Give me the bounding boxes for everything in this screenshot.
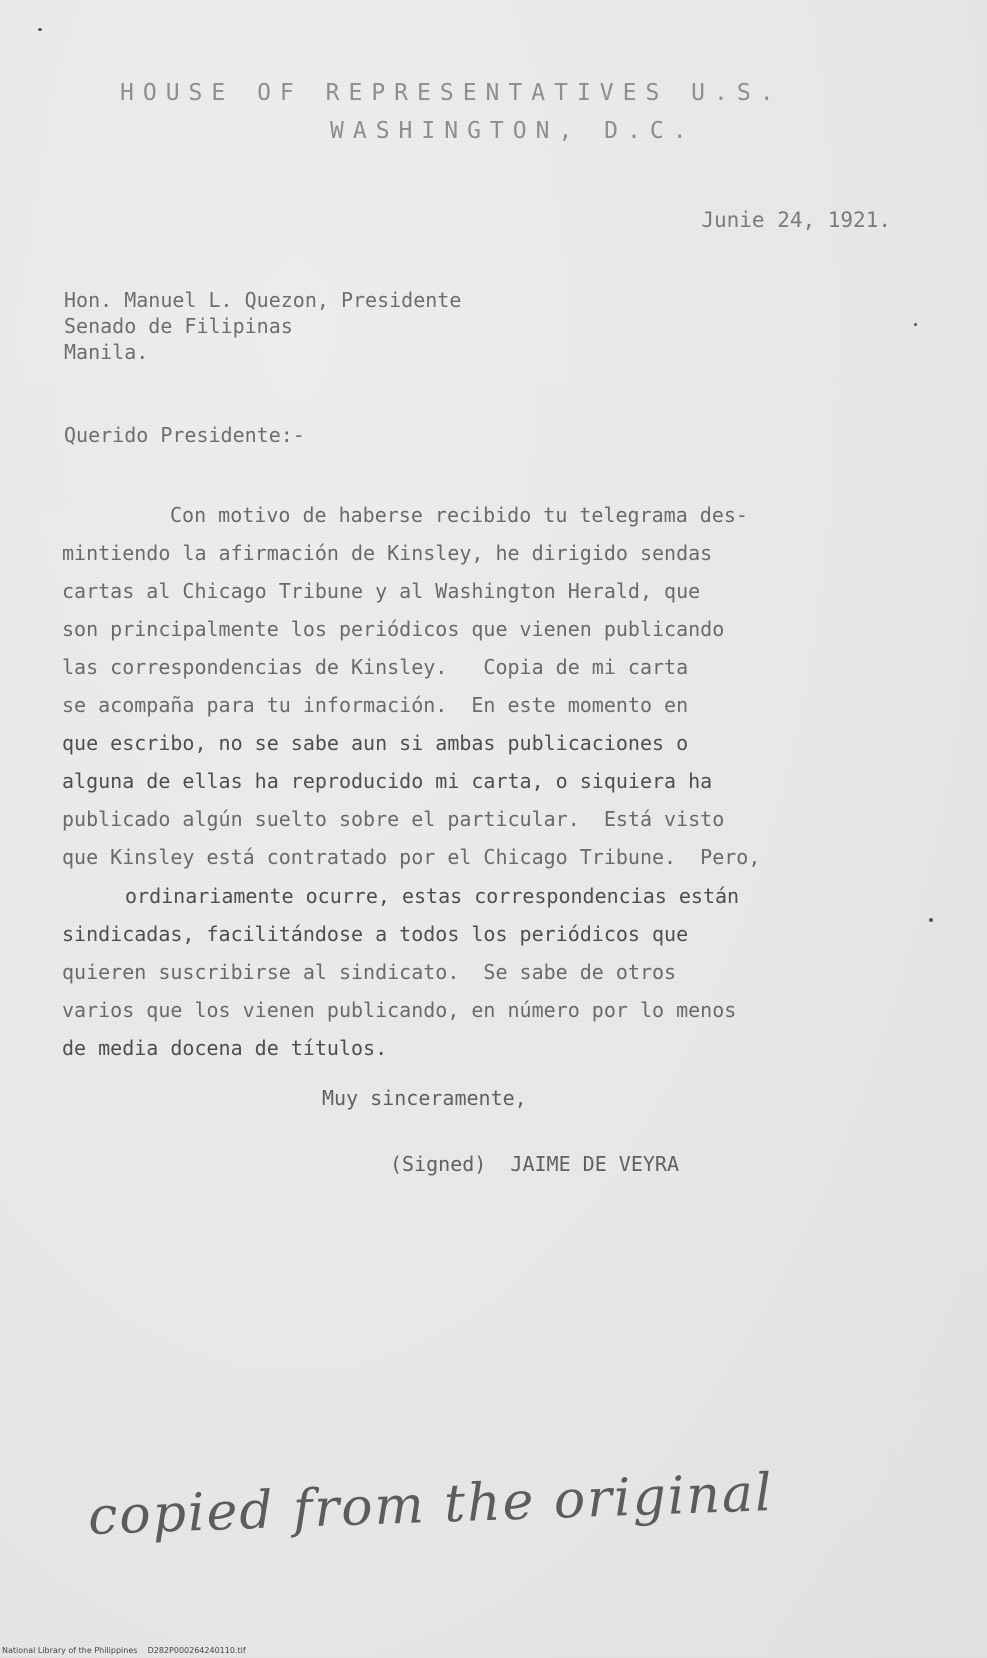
- body-line: varios que los vienen publicando, en número por lo menos: [62, 998, 737, 1022]
- body-line: que escribo, no se sabe aun si ambas publicaciones o: [62, 731, 689, 755]
- archive-footer: National Library of the Philippines D282P000264240110.tif: [2, 1646, 246, 1655]
- body-line: cartas al Chicago Tribune y al Washington Herald, que: [62, 579, 701, 603]
- body-line: quieren suscribirse al sindicato. Se sabe de otros: [62, 960, 677, 984]
- signature: (Signed) JAIME DE VEYRA: [390, 1152, 679, 1176]
- body-line: ordinariamente ocurre, estas correspondencias están: [125, 884, 740, 908]
- paper-speck: [38, 28, 42, 31]
- body-line: alguna de ellas ha reproducido mi carta, o siquiera ha: [62, 769, 713, 793]
- body-line: son principalmente los periódicos que vienen publicando: [62, 617, 725, 641]
- salutation: Querido Presidente:-: [64, 423, 305, 447]
- body-line: de media docena de títulos.: [62, 1036, 388, 1060]
- recipient-name: Hon. Manuel L. Quezon, Presidente: [64, 288, 462, 312]
- body-line: que Kinsley está contratado por el Chicago Tribune. Pero,: [62, 845, 761, 869]
- handwritten-note: copied from the original: [87, 1463, 775, 1547]
- recipient-institution: Senado de Filipinas: [64, 314, 293, 338]
- letterhead-line-2: WASHINGTON, D.C.: [330, 118, 696, 144]
- body-line: se acompaña para tu información. En este momento en: [62, 693, 689, 717]
- paper-speck: [914, 323, 917, 326]
- body-line: sindicadas, facilitándose a todos los periódicos que: [62, 922, 689, 946]
- letterhead-line-1: HOUSE OF REPRESENTATIVES U.S.: [120, 80, 783, 106]
- letter-date: Junie 24, 1921.: [701, 208, 891, 232]
- paper-speck: [929, 918, 933, 922]
- recipient-city: Manila.: [64, 340, 149, 364]
- body-line: las correspondencias de Kinsley. Copia de mi carta: [62, 655, 689, 679]
- closing: Muy sinceramente,: [322, 1086, 527, 1110]
- body-line: Con motivo de haberse recibido tu telegrama des-: [170, 503, 748, 527]
- body-line: publicado algún suelto sobre el particular. Está visto: [62, 807, 725, 831]
- body-line: mintiendo la afirmación de Kinsley, he dirigido sendas: [62, 541, 713, 565]
